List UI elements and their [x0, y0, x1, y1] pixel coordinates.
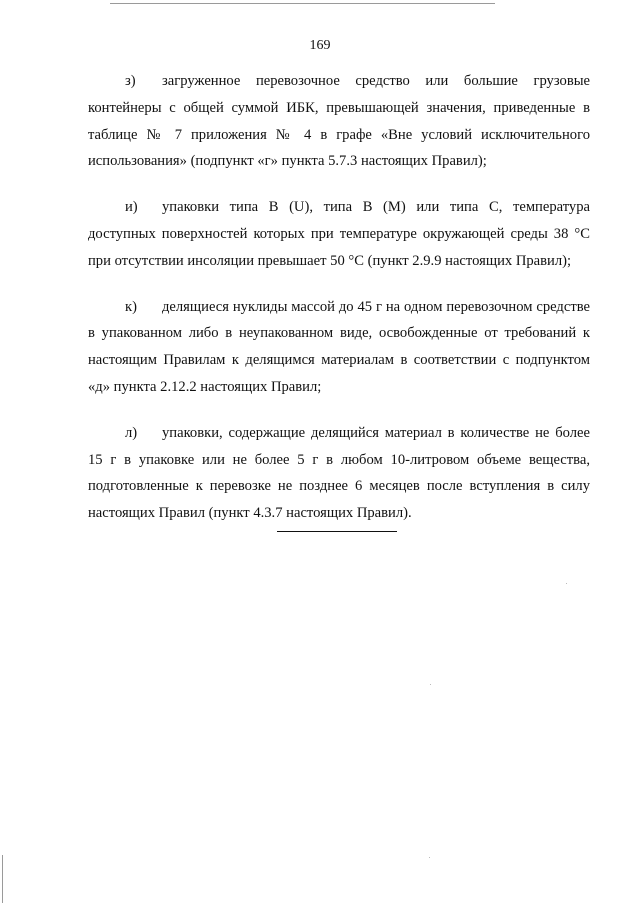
list-item-text: упаковки типа B (U), типа B (M) или типа C, температура доступных поверхностей которых при температуре окружающей среды 38 °C при отсутствии инсоляции превышает 50 °C (пункт 2.9.9 настоящих Правил);: [88, 199, 590, 269]
end-of-text-rule: [277, 531, 397, 532]
list-item-marker: к): [125, 298, 137, 315]
list-item-marker: и): [125, 199, 138, 216]
scan-speck: [430, 684, 431, 685]
scan-speck: [429, 857, 430, 858]
list-item-text: делящиеся нуклиды массой до 45 г на одном перевозочном средстве в упакованном либо в неупакованном виде, освобожденные от требований к настоящим Правилам к делящимся материалам в соответствии с подпунктом «д» пункта 2.12.2 настоящих Правил;: [88, 298, 590, 395]
list-item-text: загруженное перевозочное средство или большие грузовые контейнеры с общей суммой ИБК, превышающей значения, приведенные в таблице № 7 приложения № 4 в графе «Вне условий исключительного использования» (подпункт «г» пункта 5.7.3 настоящих Правил);: [88, 73, 590, 170]
page-number: 169: [309, 38, 331, 53]
document-body: [88, 68, 590, 546]
scan-left-edge: [2, 855, 3, 903]
scan-top-edge: [110, 3, 495, 4]
list-item-marker: л): [125, 424, 138, 441]
list-item-k: [88, 294, 590, 401]
list-item-text: упаковки, содержащие делящийся материал в количестве не более 15 г в упаковке или не более 5 г в любом 10-литровом объеме вещества, подготовленные к перевозке не позднее 6 месяцев после вступления в силу настоящих Правил (пункт 4.3.7 настоящих Правил).: [88, 424, 590, 522]
list-item-l: [88, 420, 590, 527]
list-item-z: [88, 68, 590, 175]
list-item-marker: з): [125, 73, 136, 89]
list-item-i: [88, 194, 590, 274]
scan-speck: [566, 583, 567, 584]
